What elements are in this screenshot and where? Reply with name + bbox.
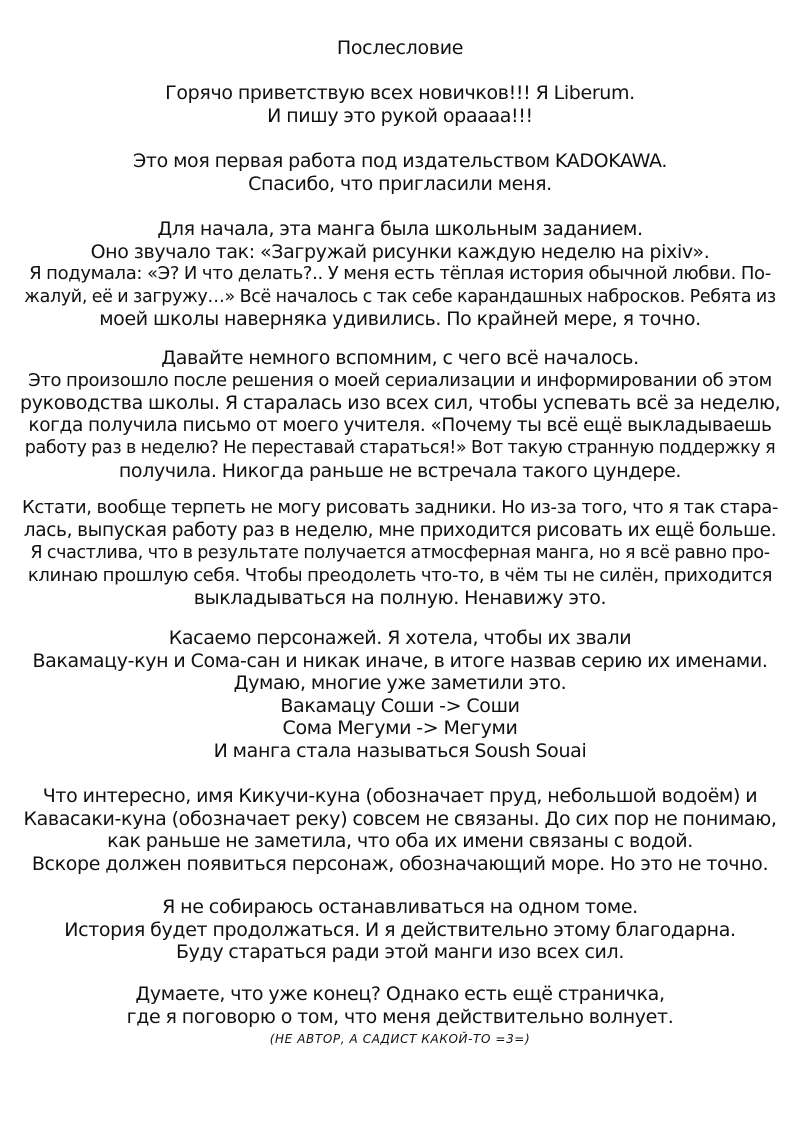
paragraph-school-assignment <box>20 218 780 331</box>
paragraph-closing <box>20 983 780 1028</box>
text-line: где я поговорю о том, что меня действительно волнует. <box>126 1005 674 1028</box>
paragraph-backgrounds <box>20 497 780 610</box>
text-line: как раньше не заметила, что оба их имени связаны с водой. <box>107 830 693 853</box>
text-line: И пишу это рукой ораааа!!! <box>267 104 533 127</box>
text-line: лась, выпуская работу раз в неделю, мне приходится рисовать их ещё больше. <box>23 519 777 541</box>
text-line: Это моя первая работа под издательством KADOKAWA. <box>132 150 668 172</box>
paragraph-publisher <box>20 150 780 195</box>
paragraph-continuation <box>20 896 780 964</box>
paragraph-greeting <box>20 82 780 127</box>
paragraph-characters <box>20 627 780 763</box>
text-line: жалуй, её и загружу…» Всё началось с так себе карандашных набросков. Ребята из <box>24 286 776 307</box>
text-line: Вакамацу-кун и Сома-сан и никак иначе, в итоге назвав серию их именами. <box>32 649 768 672</box>
text-line: Буду стараться ради этой манги изо всех сил. <box>175 941 625 964</box>
text-line: выкладываться на полную. Ненавижу это. <box>193 587 607 610</box>
text-line: Давайте немного вспомним, с чего всё началось. <box>161 347 639 369</box>
text-line: И манга стала называться Soush Souai <box>213 739 587 762</box>
translator-note: (НЕ АВТОР, А САДИСТ КАКОЙ-ТО =3=) <box>269 1032 531 1046</box>
text-line: Думаю, многие уже заметили это. <box>233 672 567 695</box>
text-line: Думаете, что уже конец? Однако есть ещё страничка, <box>135 983 665 1005</box>
text-line: Оно звучало так: «Загружай рисунки каждую неделю на pixiv». <box>90 240 710 263</box>
text-line: Кавасаки-куна (обозначает реку) совсем не связаны. До сих пор не понимаю, <box>23 807 777 830</box>
text-line: руководства школы. Я старалась изо всех сил, чтобы успевать всё за неделю, <box>20 392 781 415</box>
text-line: Я счастлива, что в результате получается атмосферная манга, но я всё равно про- <box>30 543 770 564</box>
text-line: Сома Мегуми -> Мегуми <box>282 717 518 740</box>
text-line: Я не собираюсь останавливаться на одном томе. <box>162 896 638 918</box>
text-line: Кстати, вообще терпеть не могу рисовать задники. Но из-за того, что я так стара- <box>21 497 779 518</box>
text-line: Вскоре должен появиться персонаж, обозначающий море. Но это не точно. <box>31 852 769 875</box>
text-line: Вакамацу Соши -> Соши <box>280 694 520 717</box>
text-line: Горячо приветствую всех новичков!!! Я Liberum. <box>165 82 635 104</box>
paragraph-names-water <box>20 785 780 875</box>
page-title: Послесловие <box>336 37 464 59</box>
text-line: получила. Никогда раньше не встречала такого цундере. <box>118 459 682 482</box>
text-line: Я подумала: «Э? И что делать?.. У меня есть тёплая история обычной любви. По- <box>29 263 771 285</box>
text-line: Касаемо персонажей. Я хотела, чтобы их звали <box>168 627 632 649</box>
text-line: когда получила письмо от моего учителя. «Почему ты всё ещё выкладываешь <box>28 414 772 436</box>
text-line: Спасибо, что пригласили меня. <box>248 172 552 195</box>
text-line: моей школы наверняка удивились. По крайней мере, я точно. <box>99 308 701 331</box>
text-line: Для начала, эта манга была школьным заданием. <box>157 218 643 240</box>
text-line: История будет продолжаться. И я действительно этому благодарна. <box>64 918 736 941</box>
paragraph-serialization <box>20 347 780 483</box>
text-line: работу раз в неделю? Не переставай стараться!» Вот такую странную поддержку я <box>24 438 776 459</box>
text-line: Что интересно, имя Кикучи-куна (обозначает пруд, небольшой водоём) и <box>42 785 758 807</box>
text-line: Это произошло после решения о моей сериализации и информировании об этом <box>28 369 772 391</box>
text-line: клинаю прошлую себя. Чтобы преодолеть что-то, в чём ты не силён, приходится <box>27 564 773 586</box>
